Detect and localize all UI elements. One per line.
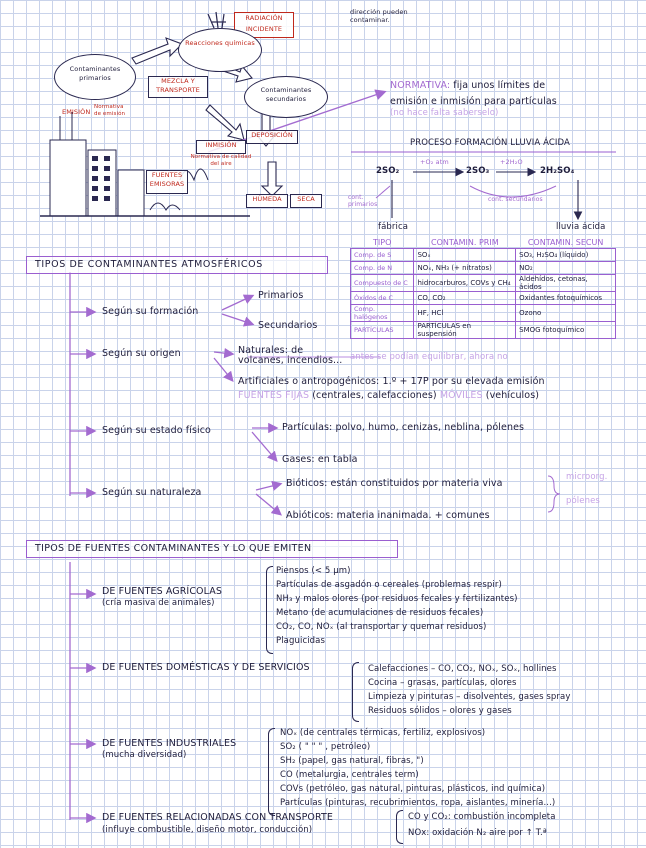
so2-label: 2SO₂ [376,166,400,176]
domesticas-item: Limpieza y pinturas – disolventes, gases spray [368,692,571,702]
table-cell: SO₃, H₂SO₄ (líquido) [516,249,616,262]
estado-particulas: Partículas: polvo, humo, cenizas, neblina, pólenes [282,422,525,433]
agricolas-bracket [266,566,273,654]
normativa-text1: fija unos límites de [453,80,546,91]
table-cell: NO₂ [516,262,616,275]
mezcla-label: MEZCLA Y TRANSPORTE [156,77,200,94]
moviles-label: MÓVILES [439,390,483,401]
naturaleza-polenes: pólenes [566,496,600,506]
table-cell: SOₓ [414,249,516,262]
humeda-box [246,194,288,208]
transporte-bracket [396,810,403,844]
mezcla-box [148,76,208,98]
table-cell: CO, CO₂ [414,292,516,305]
agricolas-item: Piensos (< 5 µm) [276,566,351,576]
deposicion-box [246,130,298,144]
table-row [351,305,616,322]
agricolas-label: DE FUENTES AGRÍCOLAS [102,586,222,597]
section2-title-box [26,540,398,558]
seca-label: SECA [297,195,315,203]
table-cell: Comp. de N [351,262,414,275]
deposicion-label: DEPOSICIÓN [251,131,293,139]
secundarios-label: Contaminantes secundarios [260,86,312,103]
table-cell: HF, HCl [414,305,516,322]
naturaleza-abioticos: Abióticos: materia inanimada. + comunes [286,510,490,521]
industriales-sub: (mucha diversidad) [102,750,187,760]
domesticas-label: DE FUENTES DOMÉSTICAS Y DE SERVICIOS [102,662,310,673]
normativa-label: NORMATIVA: [390,80,451,91]
domesticas-item: Calefacciones – CO, CO₂, NOₓ, SOₓ, hollines [368,664,557,674]
table-row [351,275,616,292]
transporte-item: CO y CO₂: combustión incompleta [408,812,556,822]
seca-box [290,194,322,208]
table-cell: Oxidantes fotoquímicos [516,292,616,305]
table-header: CONTAMIN. PRIM [431,237,499,247]
table-cell: SMOG fotoquímico [516,322,616,339]
section2-title: TIPOS DE FUENTES CONTAMINANTES Y LO QUE EMITEN [35,543,312,554]
reacciones-label: Reacciones químicas [185,39,255,47]
origen-fuentes-line [238,390,539,401]
cont-sec-label: cont. secundarios [488,196,543,203]
sun-rays-icon [208,12,226,28]
table-cell: hidrocarburos, COVs y CH₄ [414,275,516,292]
contaminants-table [350,236,616,339]
h2o-label: +2H₂O [500,158,523,166]
naturaleza-microorg: microorg. [566,472,608,482]
origen-artificiales: Artificiales o antropogénicos: 1.º + 17P por su elevada emisión [238,376,545,387]
domesticas-bracket [352,662,359,722]
normativa-line2: emisión e inmisión para partículas [390,96,557,107]
table-header-row [351,236,616,249]
primarios-label: Contaminantes primarios [69,65,121,82]
table-header: CONTAMIN. SECUN [527,237,604,247]
table-cell: PARTÍCULAS [351,322,414,339]
table-cell: Ozono [516,305,616,322]
industriales-bracket [268,728,275,816]
formacion-secundarios: Secundarios [258,320,318,331]
table-row [351,249,616,262]
industriales-label: DE FUENTES INDUSTRIALES [102,738,237,749]
radiacion-label: RADIACIÓN INCIDENTE [245,14,283,33]
estado-label: Según su estado físico [102,425,211,436]
agricolas-item: CO₂, CO, NOₓ (al transportar y quemar residuos) [276,622,487,632]
table-cell: Óxidos de C [351,292,414,305]
agricolas-item: Partículas de asgadón o cereales (problemas respir) [276,580,502,590]
industriales-item: COVs (petróleo, gas natural, pinturas, plásticos, ind química) [280,784,546,794]
secundarios-cloud [244,76,328,118]
table-header: TIPO [373,237,392,247]
industriales-item: NOₓ (de centrales térmicas, fertiliz, explosivos) [280,728,486,738]
normativa-line3: (no hace falta saberselo) [390,108,499,118]
primarios-cloud [54,54,136,100]
table-cell: Compuesto de C [351,275,414,292]
industriales-item: SH₂ (papel, gas natural, fibras, ") [280,756,424,766]
table-cell: Comp. de S [351,249,414,262]
arrow-to-inmision [206,105,244,140]
naturaleza-bioticos: Bióticos: están constituidos por materia viva [286,478,503,489]
note-direccion: dirección pueden contaminar. [350,8,408,24]
transporte-sub: (influye combustible, diseño motor, conducción) [102,825,313,835]
domesticas-item: Residuos sólidos – olores y gases [368,706,512,716]
reacciones-cloud [178,28,262,72]
table-row [351,262,616,275]
humeda-label: HÚMEDA [252,195,282,203]
cont-prim-label: cont. primarios [348,194,378,208]
section1-title-box [26,256,328,274]
naturaleza-label: Según su naturaleza [102,487,202,498]
origen-naturales: Naturales: de volcanes, incendios... [238,345,343,366]
table-cell: Aldehídos, cetonas, ácidos [516,275,616,292]
arrow-to-humeda [262,162,282,196]
o2-label: +O₂ atm [420,158,449,166]
normativa-calidad-label: Normativa de calidad del aire [190,154,252,167]
inmision-box [196,140,246,154]
h2so4-label: 2H₂SO₄ [540,166,575,176]
moviles-text: (vehículos) [485,390,540,401]
table-cell: Comp. halógenos [351,305,414,322]
table-row [351,322,616,339]
fuentes-box [146,170,188,194]
origen-nat-note: antes se podían equilibrar, ahora no [350,352,508,362]
agricolas-item: NH₃ y malos olores (por residuos fecales y fertilizantes) [276,594,518,604]
fabrica-label: fábrica [378,222,409,232]
formacion-primarios: Primarios [258,290,304,301]
transporte-label: DE FUENTES RELACIONADAS CON TRANSPORTE [102,812,333,823]
section1-title: TIPOS DE CONTAMINANTES ATMOSFÉRICOS [35,259,263,270]
table-cell: PARTÍCULAS en suspensión [414,322,516,339]
fuentes-fijas-label: FUENTES FIJAS [238,390,310,401]
table-row [351,292,616,305]
lluvia-acida-label: lluvia ácida [556,222,606,232]
industriales-item: SO₂ ( " " " , petróleo) [280,742,371,752]
transporte-item: NOx: oxidación N₂ aire por ↑ T.ª [408,828,547,838]
so3-label: 2SO₃ [466,166,490,176]
lluvia-title: PROCESO FORMACIÓN LLUVIA ÁCIDA [410,138,570,148]
agricolas-sub: (cría masiva de animales) [102,598,215,608]
industriales-item: CO (metalurgia, centrales term) [280,770,419,780]
emision-label: EMISIÓN [62,108,91,116]
fuentes-fijas-text: (centrales, calefacciones) [312,390,437,401]
normativa-line1 [390,80,545,91]
normativa-emision-label: Normativa de emisión [94,104,126,117]
formacion-label: Según su formación [102,306,199,317]
inmision-label: INMISIÓN [205,141,237,149]
fuentes-label: FUENTES EMISORAS [149,171,185,188]
table-cell: NOₓ, NH₃ (+ nitratos) [414,262,516,275]
estado-gases: Gases: en tabla [282,454,358,465]
agricolas-item: Metano (de acumulaciones de residuos fecales) [276,608,484,618]
industriales-item: Partículas (pinturas, recubrimientos, ropa, aislantes, minería...) [280,798,556,808]
arrow-to-reacciones [132,38,182,64]
agricolas-item: Plaguicidas [276,636,326,646]
domesticas-item: Cocina – grasas, partículas, olores [368,678,517,688]
origen-label: Según su origen [102,348,181,359]
